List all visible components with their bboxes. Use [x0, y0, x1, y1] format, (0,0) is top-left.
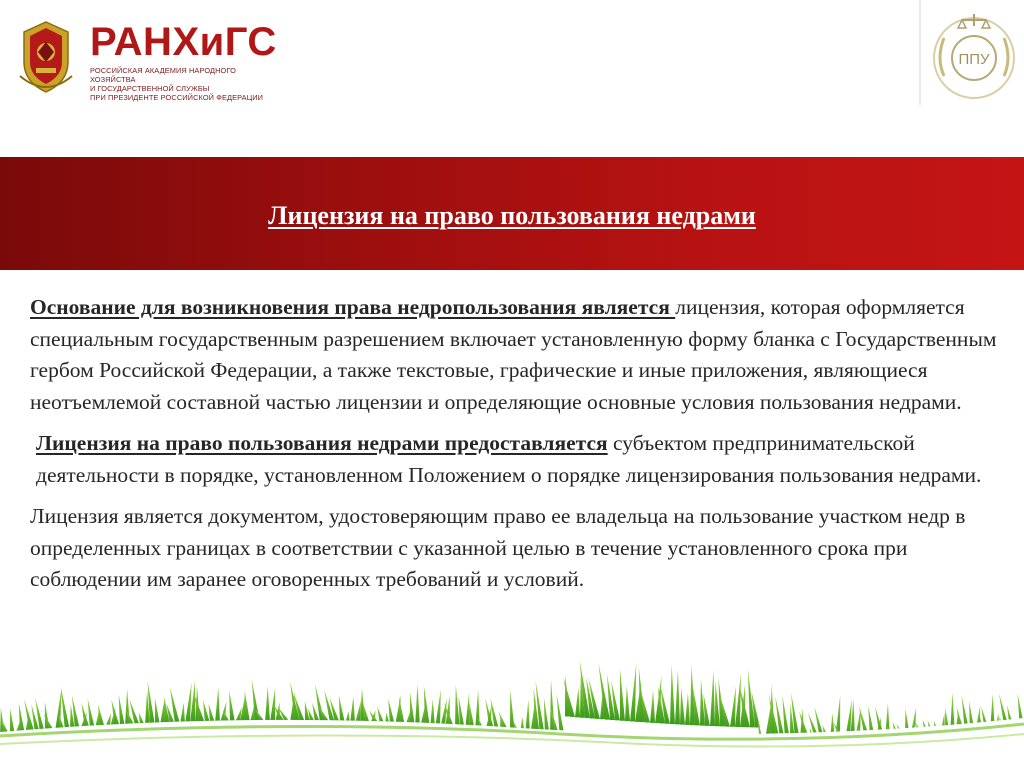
paragraph-1 [30, 292, 1000, 418]
paragraph-2 [30, 428, 1000, 491]
paragraph-2-text: субъектом предпринимательской деятельности в порядке, установленном Положением о порядке лицензирования пользования недрами. [36, 431, 982, 487]
ranepa-emblem-icon [16, 18, 76, 96]
header-divider [919, 0, 921, 105]
logo-block [90, 20, 277, 102]
paragraph-2-lead: Лицензия на право пользования недрами предоставляется [36, 431, 608, 455]
ppu-seal-icon [928, 6, 1020, 102]
logo-subtitle [90, 66, 270, 102]
logo-subtitle-line: И ГОСУДАРСТВЕННОЙ СЛУЖБЫ [90, 84, 210, 93]
paragraph-3: Лицензия является документом, удостоверяющим право ее владельца на пользование участком недр в определенных границах в соответствии с указанной целью в течение установленного срока при соблюдении им заранее оговоренных требований и условий. [30, 504, 966, 591]
grass-decoration [0, 640, 1024, 767]
logo-subtitle-line: РОССИЙСКАЯ АКАДЕМИЯ НАРОДНОГО ХОЗЯЙСТВА [90, 66, 236, 84]
seal-text: ППУ [958, 51, 990, 68]
logo-subtitle-line: ПРИ ПРЕЗИДЕНТЕ РОССИЙСКОЙ ФЕДЕРАЦИИ [90, 93, 264, 102]
title-band [0, 157, 1024, 270]
header [0, 0, 1024, 140]
paragraph-1-lead: Основание для возникновения права недропользования является [30, 295, 676, 319]
logo-title: РАНХиГС [90, 20, 277, 64]
slide-body [30, 292, 1000, 606]
paragraph-1-text: лицензия, которая оформляется специальным государственным разрешением включает установленную форму бланка с Государственным гербом Российской Федерации, а также текстовые, графические и иные приложения, являющиеся неотъемлемой составной частью лицензии и определяющие основные условия пользования недрами. [30, 295, 997, 414]
slide-title: Лицензия на право пользования недрами [268, 201, 756, 230]
